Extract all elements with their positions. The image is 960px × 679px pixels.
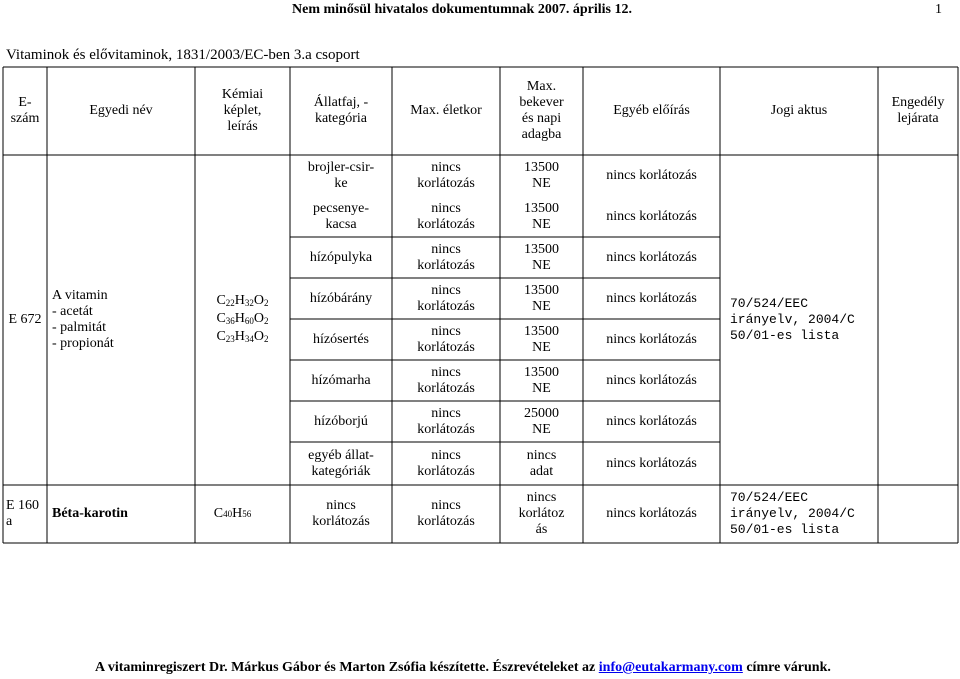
- table-title: Vitaminok és elővitaminok, 1831/2003/EC-ben 3.a csoport: [6, 47, 360, 63]
- row2-egyeb: nincs korlátozás: [606, 506, 697, 521]
- formula-2: $C_{36}H_{60}O_2$: [216, 311, 269, 326]
- sub4-allat: hízóbárány: [309, 290, 373, 306]
- sub6-egyeb: nincs korlátozás: [606, 372, 697, 388]
- col-header-allat: Állatfaj, - kategória: [313, 95, 369, 126]
- sub5-egyeb: nincs korlátozás: [606, 331, 697, 347]
- sub5-allat: hízósertés: [313, 331, 369, 347]
- col-header-kepl: Kémiai képlet, leírás: [221, 87, 264, 134]
- row2-formula: C 40 H 56: [213, 506, 252, 521]
- footer: [95, 660, 831, 676]
- sub3-bekever: 13500 NE: [524, 241, 559, 273]
- sub3-egyeb: nincs korlátozás: [606, 249, 697, 265]
- row1-formula: [195, 155, 290, 485]
- sub5-bekever: 13500 NE: [524, 323, 559, 355]
- sub8-eletkor: nincs korlátozás: [417, 447, 475, 479]
- sub3-eletkor: nincs korlátozás: [417, 241, 475, 273]
- sub4-egyeb: nincs korlátozás: [606, 290, 697, 306]
- row2-nev: Béta-karotin: [52, 506, 128, 521]
- sub7-eletkor: nincs korlátozás: [417, 405, 475, 437]
- sub6-bekever: 13500 NE: [524, 364, 559, 396]
- row2-bekever: nincs korlátoz ás: [518, 490, 565, 537]
- sub1-egyeb: nincs korlátozás: [606, 167, 697, 183]
- col-header-jogi: Jogi aktus: [770, 103, 828, 118]
- sub6-allat: hízómarha: [311, 372, 371, 388]
- sub8-egyeb: nincs korlátozás: [606, 455, 697, 471]
- sub7-egyeb: nincs korlátozás: [606, 413, 697, 429]
- sub2-eletkor: nincs korlátozás: [417, 200, 475, 232]
- row1-jogi: 70/524/EEC irányelv, 2004/C 50/01-es lista: [730, 296, 855, 343]
- sub5-eletkor: nincs korlátozás: [417, 323, 475, 355]
- col-header-eletkor: Max. életkor: [410, 103, 482, 118]
- row2-jogi: 70/524/EEC irányelv, 2004/C 50/01-es lista: [730, 490, 855, 537]
- col-header-nev: Egyedi név: [89, 103, 153, 118]
- sub6-eletkor: nincs korlátozás: [417, 364, 475, 396]
- sub1-eletkor: nincs korlátozás: [417, 159, 475, 191]
- col-header-egyeb: Egyéb előírás: [613, 103, 690, 118]
- sub4-eletkor: nincs korlátozás: [417, 282, 475, 314]
- formula-1: $C_{22}H_{32}O_2$: [216, 293, 269, 308]
- page-number: 1: [935, 2, 942, 17]
- sub7-bekever: 25000 NE: [524, 405, 559, 437]
- row2-allat: nincs korlátozás: [312, 498, 370, 529]
- row2-eletkor: nincs korlátozás: [417, 498, 475, 529]
- row1-nev: A vitamin - acetát - palmitát - propionát: [52, 288, 114, 351]
- sub2-allat: pecsenye- kacsa: [313, 200, 369, 232]
- sub3-allat: hízópulyka: [309, 249, 373, 265]
- sub7-allat: hízóborjú: [314, 413, 368, 429]
- col-header-eszam: E- szám: [10, 95, 40, 126]
- row2-eszam: E 160 a: [6, 498, 40, 529]
- sub4-bekever: 13500 NE: [524, 282, 559, 314]
- footer-text: A vitaminregiszert Dr. Márkus Gábor és Marton Zsófia készítette. Észrevételeket az: [95, 660, 599, 675]
- sub2-egyeb: nincs korlátozás: [606, 208, 697, 224]
- col-header-bekever: Max. bekever és napi adagba: [519, 79, 564, 142]
- formula-3: $C_{23}H_{34}O_2$: [216, 329, 269, 344]
- footer-text-end: címre várunk.: [742, 660, 831, 675]
- footer-email-link[interactable]: info@eutakarmany.com: [598, 660, 743, 675]
- row1-eszam: E 672: [8, 312, 42, 327]
- sub1-bekever: 13500 NE: [524, 159, 559, 191]
- sub2-bekever: 13500 NE: [524, 200, 559, 232]
- sub8-allat: egyéb állat- kategóriák: [308, 447, 374, 479]
- col-header-engedely: Engedély lejárata: [891, 95, 945, 126]
- document-header: Nem minősül hivatalos dokumentumnak 2007. április 12.: [292, 2, 632, 17]
- sub8-bekever: nincs adat: [526, 447, 557, 479]
- sub1-allat: brojler-csir- ke: [307, 159, 375, 191]
